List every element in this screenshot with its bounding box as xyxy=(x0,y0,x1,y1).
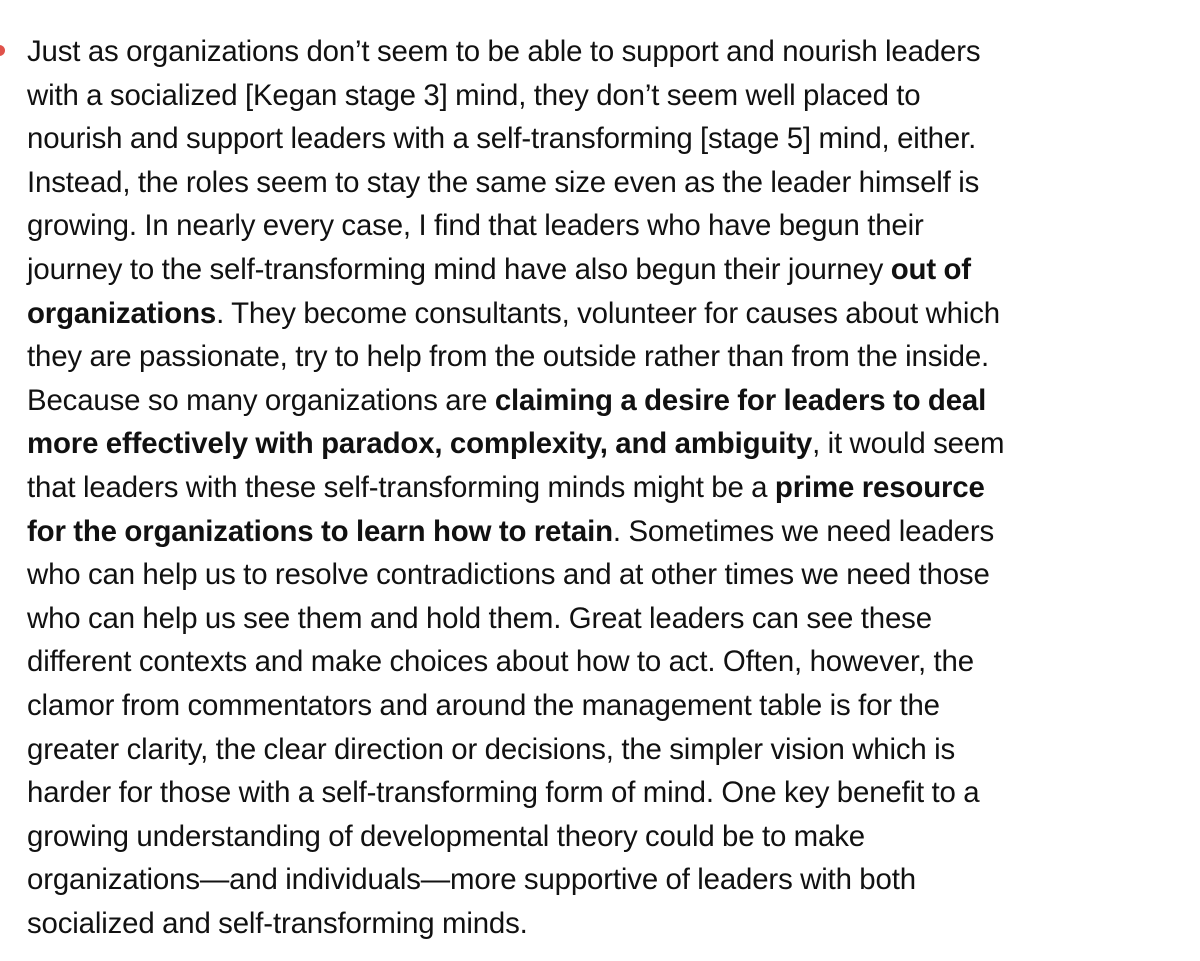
passage-line: with a socialized [Kegan stage 3] mind, they don’t seem well placed to xyxy=(27,78,921,112)
emphasis-prime-resource: for the organizations to learn how to retain xyxy=(27,514,613,548)
emphasis-claiming-desire: more effectively with paradox, complexity, and ambiguity xyxy=(27,427,813,461)
emphasis-prime-resource: prime resource xyxy=(774,470,985,504)
passage-line: nourish and support leaders with a self-transforming [stage 5] mind, either. xyxy=(27,122,977,156)
passage-line: organizations. They become consultants, volunteer for causes about which xyxy=(27,296,1000,330)
passage-line: that leaders with these self-transforming minds might be a prime resource xyxy=(27,470,985,504)
passage-line: journey to the self-transforming mind have also begun their journey out of xyxy=(27,252,971,286)
passage-line: for the organizations to learn how to retain. Sometimes we need leaders xyxy=(27,514,995,548)
passage-line: organizations—and individuals—more supportive of leaders with both xyxy=(27,863,916,897)
passage-line: growing. In nearly every case, I find that leaders who have begun their xyxy=(27,209,924,243)
passage-line: growing understanding of developmental theory could be to make xyxy=(27,819,865,853)
emphasis-out-of-organizations: out of xyxy=(890,252,971,286)
passage-line: Just as organizations don’t seem to be able to support and nourish leaders xyxy=(27,35,981,68)
passage-line: greater clarity, the clear direction or decisions, the simpler vision which is xyxy=(27,732,956,766)
passage-line: socialized and self-transforming minds. xyxy=(27,906,528,940)
passage-line: they are passionate, try to help from the outside rather than from the inside. xyxy=(27,340,990,374)
quote-passage xyxy=(27,30,1187,945)
passage-line: harder for those with a self-transforming form of mind. One key benefit to a xyxy=(27,776,980,810)
emphasis-claiming-desire: claiming a desire for leaders to deal xyxy=(494,383,987,417)
passage-line: Instead, the roles seem to stay the same size even as the leader himself is xyxy=(27,165,980,199)
passage-line: who can help us see them and hold them. Great leaders can see these xyxy=(27,601,932,635)
passage-line: who can help us to resolve contradictions and at other times we need those xyxy=(27,558,990,592)
bullet-marker xyxy=(0,45,5,56)
passage-line: clamor from commentators and around the management table is for the xyxy=(27,688,940,722)
passage-line: different contexts and make choices about how to act. Often, however, the xyxy=(27,645,974,679)
passage-line: more effectively with paradox, complexity, and ambiguity, it would seem xyxy=(27,427,1005,461)
passage-line: Because so many organizations are claiming a desire for leaders to deal xyxy=(27,383,987,417)
emphasis-out-of-organizations: organizations xyxy=(27,296,217,330)
